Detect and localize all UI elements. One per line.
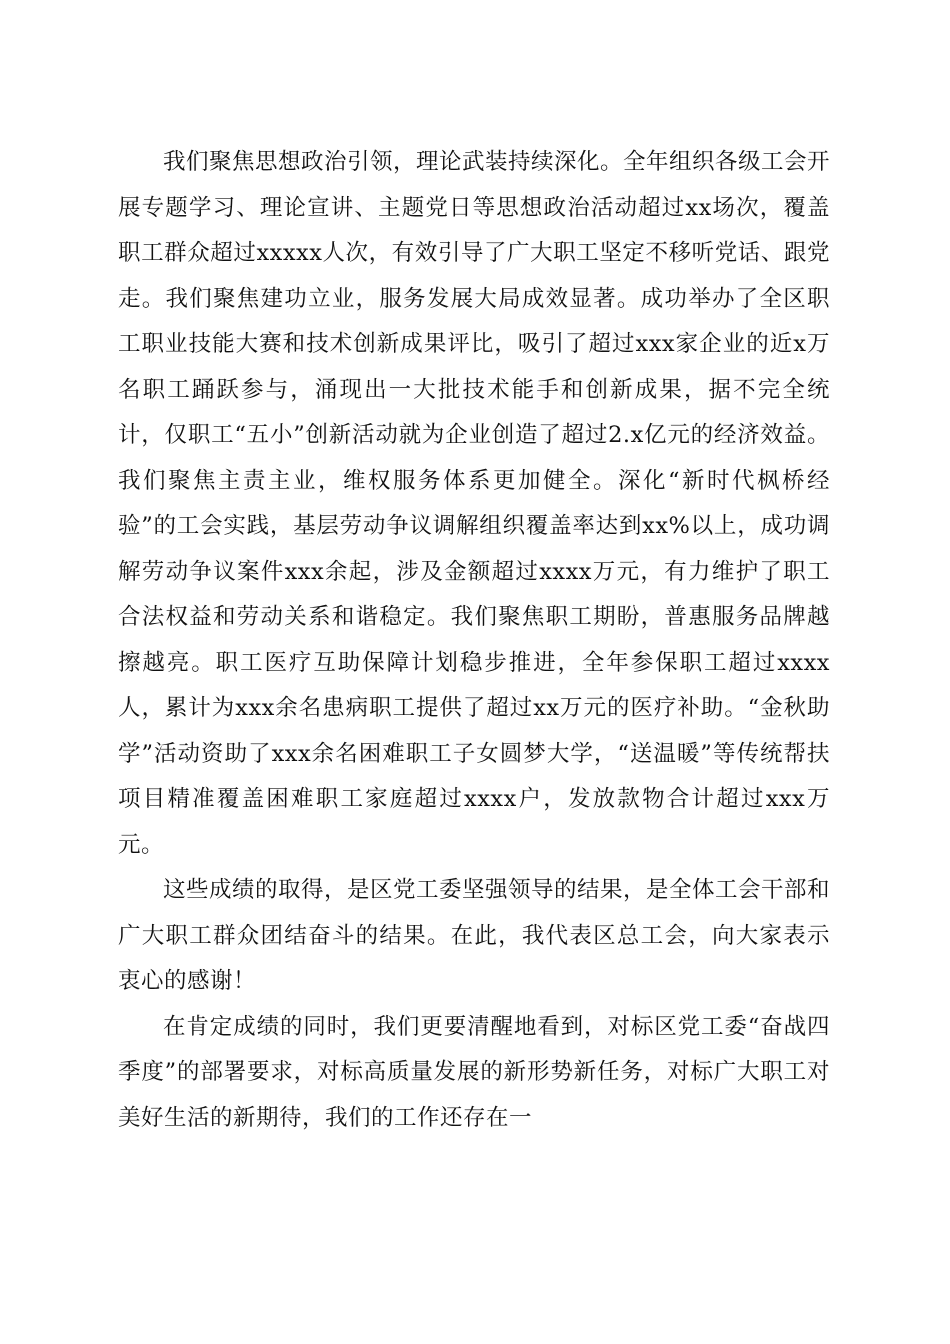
paragraph-achievements: 我们聚焦思想政治引领，理论武装持续深化。全年组织各级工会开展专题学习、理论宣讲、主题党日等思想政治活动超过xx场次，覆盖职工群众超过xxxxx人次，有效引导了广大职工坚定不移听党话、跟党走。我们聚焦建功立业，服务发展大局成效显著。成功举办了全区职工职业技能大赛和技术创新成果评比，吸引了超过xxx家企业的近x万名职工踊跃参与，涌现出一大批技术能手和创新成果，据不完全统计，仅职工“五小”创新活动就为企业创造了超过2.x亿元的经济效益。我们聚焦主责主业，维权服务体系更加健全。深化“新时代枫桥经验”的工会实践，基层劳动争议调解组织覆盖率达到xx%以上，成功调解劳动争议案件xxx余起，涉及金额超过xxxx万元，有力维护了职工合法权益和劳动关系和谐稳定。我们聚焦职工期盼，普惠服务品牌越擦越亮。职工医疗互助保障计划稳步推进，全年参保职工超过xxxx人，累计为xxx余名患病职工提供了超过xx万元的医疗补助。“金秋助学”活动资助了xxx余名困难职工子女圆梦大学，“送温暖”等传统帮扶项目精准覆盖困难职工家庭超过xxxx户，发放款物合计超过xxx万元。 [118, 149, 831, 858]
paragraph-shortcomings: 在肯定成绩的同时，我们更要清醒地看到，对标区党工委“奋战四季度”的部署要求，对标高质量发展的新形势新任务，对标广大职工对美好生活的新期待，我们的工作还存在一 [118, 1013, 830, 1131]
paragraph-thanks: 这些成绩的取得，是区党工委坚强领导的结果，是全体工会干部和广大职工群众团结奋斗的结果。在此，我代表区总工会，向大家表示衷心的感谢！ [118, 877, 831, 994]
document-body [118, 140, 830, 1141]
